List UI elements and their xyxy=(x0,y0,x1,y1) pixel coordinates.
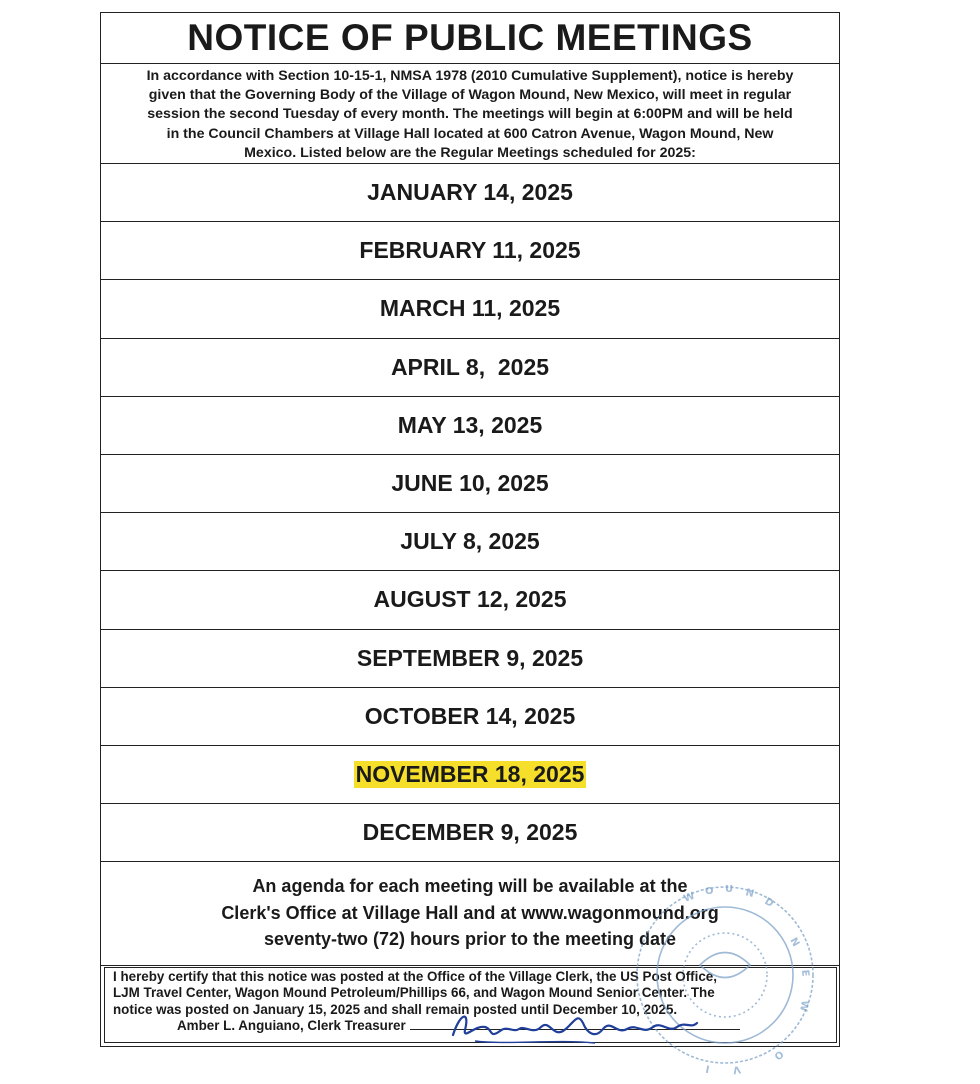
agenda-notice xyxy=(101,862,839,965)
meeting-date: FEBRUARY 11, 2025 xyxy=(359,237,581,264)
intro-line: In accordance with Section 10-15-1, NMSA 1978 (2010 Cumulative Supplement), notice is hereby xyxy=(146,68,794,84)
svg-text:E: E xyxy=(799,969,811,978)
certification-line: notice was posted on January 15, 2025 and shall remain posted until December 10, 2025. xyxy=(113,1001,678,1017)
title-cell xyxy=(101,13,839,64)
intro-paragraph xyxy=(101,64,839,164)
agenda-line: seventy-two (72) hours prior to the meeting date xyxy=(263,929,677,950)
meeting-date: JULY 8, 2025 xyxy=(400,528,540,555)
svg-text:N: N xyxy=(787,936,802,949)
meeting-date: APRIL 8, 2025 xyxy=(390,353,550,380)
meeting-row xyxy=(101,455,839,513)
svg-text:D: D xyxy=(762,896,776,910)
meeting-row xyxy=(101,804,839,862)
intro-line: given that the Governing Body of the Village of Wagon Mound, New Mexico, will meet in regular xyxy=(148,87,792,104)
meeting-date: JUNE 10, 2025 xyxy=(391,470,549,497)
certification-block xyxy=(104,967,837,1043)
meeting-row xyxy=(101,164,839,222)
meeting-row xyxy=(101,571,839,629)
agenda-line: Clerk's Office at Village Hall and at www.wagonmound.org xyxy=(221,902,719,923)
meeting-row xyxy=(101,280,839,338)
svg-text:I: I xyxy=(704,1062,711,1074)
svg-text:W: W xyxy=(682,890,697,905)
svg-text:U: U xyxy=(725,884,734,895)
certification-line: I hereby certify that this notice was posted at the Office of the Village Clerk, the US Post Office, xyxy=(113,969,717,984)
meeting-row xyxy=(101,339,839,397)
signer-name: Amber L. Anguiano, Clerk Treasurer xyxy=(177,1017,406,1033)
meeting-date: MARCH 11, 2025 xyxy=(379,295,561,322)
meeting-date: SEPTEMBER 9, 2025 xyxy=(356,644,584,671)
meeting-row xyxy=(101,222,839,280)
meeting-date: AUGUST 12, 2025 xyxy=(373,586,567,613)
meeting-date: OCTOBER 14, 2025 xyxy=(364,702,576,729)
meeting-row xyxy=(101,688,839,746)
meeting-date: JANUARY 14, 2025 xyxy=(367,179,573,206)
meeting-date: NOVEMBER 18, 2025 xyxy=(355,760,585,787)
intro-line: session the second Tuesday of every month. The meetings will begin at 6:00PM and will be held xyxy=(147,106,793,123)
svg-text:W: W xyxy=(797,999,810,1013)
svg-text:V: V xyxy=(731,1063,742,1076)
page-title: NOTICE OF PUBLIC MEETINGS xyxy=(187,17,753,58)
svg-text:O: O xyxy=(771,1047,786,1062)
meeting-row xyxy=(101,746,839,804)
notice-document xyxy=(100,12,840,966)
meeting-row xyxy=(101,513,839,571)
meeting-row xyxy=(101,397,839,455)
signature-line-row xyxy=(113,1018,828,1034)
svg-text:O: O xyxy=(705,886,714,897)
signature-line xyxy=(410,1019,740,1030)
meeting-date: MAY 13, 2025 xyxy=(397,411,543,438)
meeting-row xyxy=(101,630,839,688)
svg-text:N: N xyxy=(744,887,756,901)
meeting-date: DECEMBER 9, 2025 xyxy=(362,819,578,846)
intro-line: in the Council Chambers at Village Hall located at 600 Catron Avenue, Wagon Mound, New xyxy=(166,125,774,142)
certification-line: LJM Travel Center, Wagon Mound Petroleum/Phillips 66, and Wagon Mound Senior Center. The xyxy=(113,985,715,1001)
agenda-line: An agenda for each meeting will be available at the xyxy=(252,876,688,897)
intro-line: Mexico. Listed below are the Regular Meetings scheduled for 2025: xyxy=(244,144,696,161)
